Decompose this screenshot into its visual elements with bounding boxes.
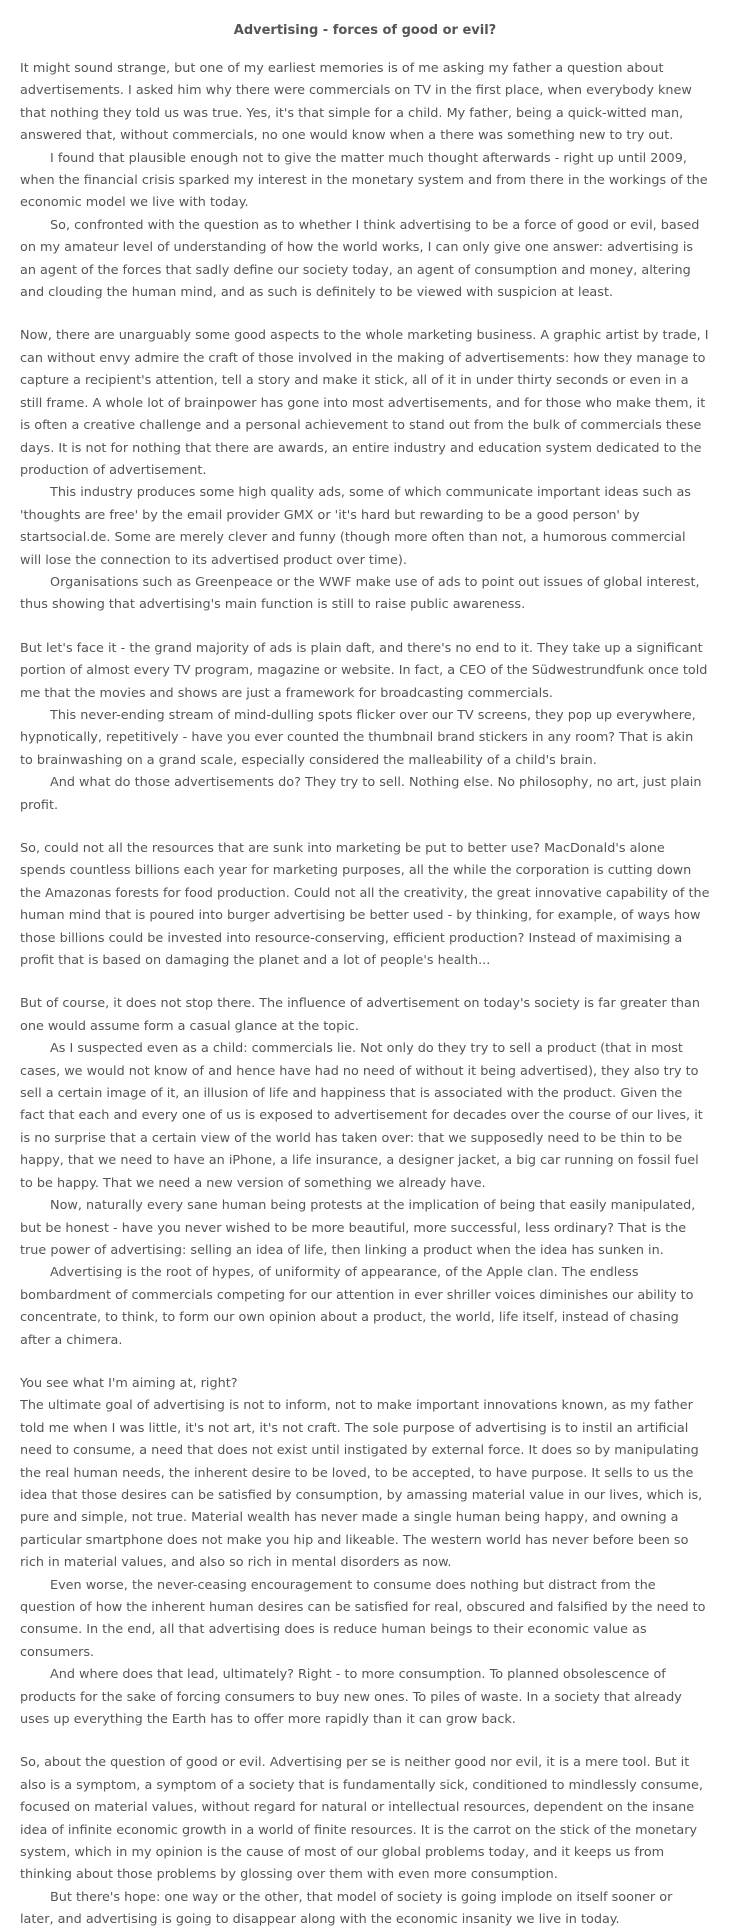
essay-paragraph: And what do those advertisements do? They try to sell. Nothing else. No philosophy, no art, just plain profit. bbox=[20, 775, 702, 813]
essay-paragraph: As I suspected even as a child: commercials lie. Not only do they try to sell a product (that in most cases, we would not know of and hence have had no need of without it being advertised), they also try to sell a certain image of it, an illusion of life and happiness that is associated with the product. Given the fact that each and every one of us is exposed to advertisement for decades over the course of our lives, it is no surprise that a certain view of the world has taken over: that we supposedly need to be thin to be happy, that we need to have an iPhone, a life insurance, a designer jacket, a big car running on fossil fuel to be happy. That we need a new version of something we already have. bbox=[20, 1041, 703, 1191]
essay-paragraph: And where does that lead, ultimately? Right - to more consumption. To planned obsolescence of products for the sake of forcing consumers to buy new ones. To piles of waste. In a society that already uses up everything the Earth has to offer more rapidly than it can grow back. bbox=[20, 1667, 682, 1728]
essay-section bbox=[20, 325, 710, 616]
essay-paragraph: So, could not all the resources that are sunk into marketing be put to better use? MacDonald's alone spends countless billions each year for marketing purposes, all the while the corporation is cutting down the Amazonas forests for food production. Could not all the creativity, the great innovative capability of the human mind that is poured into burger advertising be better used - by thinking, for example, of ways how those billions could be invested into resource-conserving, efficient production? Instead of maximising a profit that is based on damaging the planet and a lot of people's health... bbox=[20, 841, 710, 969]
essay-section bbox=[20, 1752, 710, 1931]
essay-paragraph: Advertising is the root of hypes, of uniformity of appearance, of the Apple clan. The endless bombardment of commercials competing for our attention in ever shriller voices diminishes our ability to concentrate, to think, to form our own opinion about a product, the world, life itself, instead of chasing after a chimera. bbox=[20, 1265, 694, 1348]
essay-paragraph: But let's face it - the grand majority of ads is plain daft, and there's no end to it. They take up a significant portion of almost every TV program, magazine or website. In fact, a CEO of the Südwestrundfunk once told me that the movies and shows are just a framework for broadcasting commercials. bbox=[20, 640, 708, 701]
essay-body bbox=[20, 58, 710, 1932]
essay-paragraph: The ultimate goal of advertising is not to inform, not to make important innovations known, as my father told me when I was little, it's not art, it's not craft. The sole purpose of advertising is to instil an artificial need to consume, a need that does not exist until instigated by external force. It does so by manipulating the real human needs, the inherent desire to be loved, to be accepted, to have purpose. It sells to us the idea that those desires can be satisfied by consumption, by amassing material value in our lives, which is, pure and simple, not true. Material wealth has never made a single human being happy, and owning a particular smartphone does not make you hip and likeable. The western world has never before been so rich in material values, and also so rich in mental disorders as now. bbox=[20, 1398, 703, 1571]
essay-paragraph: I found that plausible enough not to give the matter much thought afterwards - right up until 2009, when the financial crisis sparked my interest in the monetary system and from there in the workings of the economic model we live with today. bbox=[20, 150, 708, 211]
essay-paragraph: So, confronted with the question as to whether I think advertising to be a force of good or evil, based on my amateur level of understanding of how the world works, I can only give one answer: advertising is an agent of the forces that sadly define our society today, an agent of consumption and money, altering and clouding the human mind, and as such is definitely to be viewed with suspicion at least. bbox=[20, 217, 700, 301]
essay-section bbox=[20, 993, 710, 1352]
essay-section bbox=[20, 638, 710, 817]
essay-paragraph: Now, there are unarguably some good aspects to the whole marketing business. A graphic artist by trade, I can without envy admire the craft of those involved in the making of advertisements: how they manage to capture a recipient's attention, tell a story and make it stick, all of it in under thirty seconds or even in a still frame. A whole lot of brainpower has gone into most advertisements, and for those who make them, it is often a creative challenge and a personal achievement to stand out from the bulk of commercials these days. It is not for nothing that there are awards, an entire industry and education system dedicated to the production of advertisement. bbox=[20, 328, 709, 478]
essay-paragraph: It might sound strange, but one of my earliest memories is of me asking my father a question about advertisements. I asked him why there were commercials on TV in the first place, when everybody knew that nothing they told us was true. Yes, it's that simple for a child. My father, being a quick-witted man, answered that, without commercials, no one would know when a there was something new to try out. bbox=[20, 61, 692, 144]
essay-paragraph: Organisations such as Greenpeace or the WWF make use of ads to point out issues of global interest, thus showing that advertising's main function is still to raise public awareness. bbox=[20, 574, 700, 613]
essay-paragraph: This industry produces some high quality ads, some of which communicate important ideas such as 'thoughts are free' by the email provider GMX or 'it's hard but rewarding to be a good person' by startsocial.de. Some are merely clever and funny (though more often than not, a humorous commercial will lose the connection to its advertised product over time). bbox=[20, 485, 691, 568]
essay-section bbox=[20, 58, 710, 304]
essay-paragraph: So, about the question of good or evil. Advertising per se is neither good nor evil, it is a mere tool. But it also is a symptom, a symptom of a society that is fundamentally sick, conditioned to mindlessly consume, focused on material values, without regard for natural or intellectual resources, dependent on the insane idea of infinite economic growth in a world of finite resources. It is the carrot on the stick of the monetary system, which in my opinion is the cause of most of our global problems today, and it keeps us from thinking about those problems by glossing over them with even more consumption. bbox=[20, 1755, 703, 1883]
essay-paragraph: Now, naturally every sane human being protests at the implication of being that easily manipulated, but be honest - have you never wished to be more beautiful, more successful, less ordinary? That is the true power of advertising: selling an idea of life, then linking a product when the idea has sunken in. bbox=[20, 1198, 696, 1258]
essay-title: Advertising - forces of good or evil? bbox=[233, 23, 497, 38]
essay-section bbox=[20, 838, 710, 972]
essay-paragraph: Even worse, the never-ceasing encouragement to consume does nothing but distract from the question of how the inherent human desires can be satisfied for real, obscured and falsified by the need to consume. In the end, all that advertising does is reduce human beings to their economic value as consumers. bbox=[20, 1577, 706, 1660]
essay-section bbox=[20, 1373, 710, 1732]
essay-paragraph: But there's hope: one way or the other, that model of society is going implode on itself sooner or later, and advertising is going to disappear along with the economic insanity we live in today. bbox=[20, 1889, 673, 1928]
essay-paragraph: This never-ending stream of mind-dulling spots flicker over our TV screens, they pop up everywhere, hypnotically, repetitively - have you ever counted the thumbnail brand stickers in any room? That is akin to brainwashing on a grand scale, especially considered the malleability of a child's brain. bbox=[20, 707, 696, 768]
essay-paragraph: But of course, it does not stop there. The influence of advertisement on today's society is far greater than one would assume form a casual glance at the topic. bbox=[20, 996, 700, 1034]
essay-paragraph: You see what I'm aiming at, right? bbox=[20, 1375, 238, 1391]
